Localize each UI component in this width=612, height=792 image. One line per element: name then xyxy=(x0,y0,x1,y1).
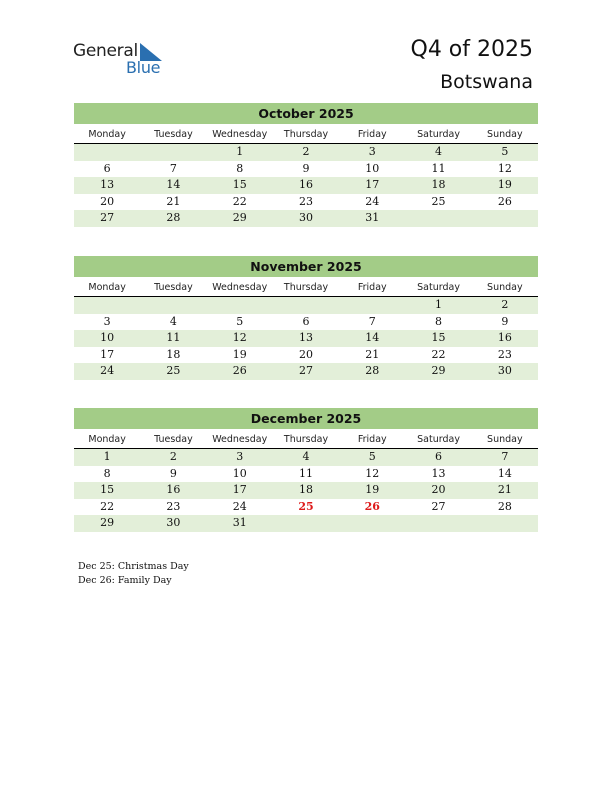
day-cell: 10 xyxy=(100,331,115,345)
day-cell: 23 xyxy=(166,499,181,513)
day-cell: 6 xyxy=(435,450,443,463)
day-cell: 2 xyxy=(169,450,177,463)
day-cell: 30 xyxy=(298,211,313,225)
day-cell: 26 xyxy=(232,364,247,378)
week-row xyxy=(74,449,538,466)
day-cell: 14 xyxy=(497,466,512,480)
page-title: Q4 of 2025 xyxy=(410,37,533,62)
day-cell: 26 xyxy=(497,194,512,208)
day-cell: 27 xyxy=(298,364,313,378)
day-cell: 15 xyxy=(232,178,247,192)
weekday-label: Tuesday xyxy=(154,282,193,293)
day-cell xyxy=(405,515,471,532)
day-cell: 20 xyxy=(298,347,313,361)
week-row xyxy=(74,347,538,364)
weekday-label: Saturday xyxy=(417,129,460,140)
weekday-header-row xyxy=(74,279,538,297)
day-cell: 22 xyxy=(232,194,247,208)
day-cell: 28 xyxy=(166,211,181,225)
day-cell: 6 xyxy=(302,314,310,328)
day-cell: 17 xyxy=(365,178,380,192)
weekday-label: Monday xyxy=(88,282,126,293)
day-cell: 7 xyxy=(169,161,177,175)
holiday-notes xyxy=(78,560,189,587)
weekday-label: Tuesday xyxy=(154,129,193,140)
weekday-label: Saturday xyxy=(417,434,460,445)
day-cell: 4 xyxy=(169,314,177,328)
weekday-label: Saturday xyxy=(417,282,460,293)
day-cell: 29 xyxy=(232,211,247,225)
week-row xyxy=(74,161,538,178)
day-cell: 22 xyxy=(100,499,115,513)
day-cell: 9 xyxy=(501,314,509,328)
day-cell: 1 xyxy=(435,298,443,311)
day-cell: 18 xyxy=(166,347,181,361)
day-cell: 30 xyxy=(166,516,181,530)
weekday-header-row xyxy=(74,431,538,449)
weekday-label: Thursday xyxy=(283,434,329,445)
day-cell: 24 xyxy=(365,194,380,208)
day-cell: 19 xyxy=(497,178,512,192)
day-cell: 24 xyxy=(232,499,247,513)
day-cell: 19 xyxy=(232,347,247,361)
day-cell: 13 xyxy=(298,331,313,345)
day-cell: 15 xyxy=(431,331,446,345)
month-calendar xyxy=(74,256,538,380)
day-cell: 17 xyxy=(100,347,115,361)
day-cell: 8 xyxy=(435,314,443,328)
day-cell: 14 xyxy=(166,178,181,192)
month-title: December 2025 xyxy=(74,408,538,429)
week-row xyxy=(74,177,538,194)
day-cell: 21 xyxy=(166,194,181,208)
day-cell: 9 xyxy=(169,466,177,480)
day-cell: 27 xyxy=(431,499,446,513)
day-cell: 16 xyxy=(497,331,512,345)
day-cell: 16 xyxy=(298,178,313,192)
day-cell: 28 xyxy=(365,364,380,378)
weekday-label: Sunday xyxy=(487,282,523,293)
day-cell: 18 xyxy=(431,178,446,192)
day-cell: 29 xyxy=(431,364,446,378)
day-cell: 4 xyxy=(302,450,310,463)
day-cell: 25 xyxy=(166,364,181,378)
weekday-label: Monday xyxy=(88,129,126,140)
logo-general-text: General xyxy=(73,41,138,61)
holiday-note: Dec 25: Christmas Day xyxy=(78,561,189,572)
weekday-label: Sunday xyxy=(487,129,523,140)
month-calendar xyxy=(74,103,538,227)
day-cell: 12 xyxy=(497,161,512,175)
day-cell: 9 xyxy=(302,161,310,175)
weekday-label: Friday xyxy=(357,282,387,293)
month-title: November 2025 xyxy=(74,256,538,277)
week-row xyxy=(74,144,538,161)
day-cell: 11 xyxy=(166,331,181,345)
day-cell xyxy=(74,144,140,161)
day-cell: 13 xyxy=(431,466,446,480)
month-calendar xyxy=(74,408,538,532)
day-cell: 3 xyxy=(236,450,244,463)
weekday-label: Friday xyxy=(357,434,387,445)
day-cell xyxy=(140,144,206,161)
weekday-label: Wednesday xyxy=(212,129,268,140)
weekday-label: Sunday xyxy=(487,434,523,445)
day-cell: 15 xyxy=(100,483,115,497)
day-cell: 23 xyxy=(298,194,313,208)
day-cell: 11 xyxy=(298,466,313,480)
day-cell: 30 xyxy=(497,364,512,378)
weekday-label: Tuesday xyxy=(154,434,193,445)
day-cell: 6 xyxy=(103,161,111,175)
day-cell: 2 xyxy=(302,145,310,158)
day-cell: 8 xyxy=(236,161,244,175)
weekday-label: Wednesday xyxy=(212,434,268,445)
day-cell xyxy=(339,515,405,532)
week-row xyxy=(74,194,538,211)
day-cell xyxy=(273,515,339,532)
week-row xyxy=(74,314,538,331)
day-cell: 3 xyxy=(368,145,376,158)
holiday-note: Dec 26: Family Day xyxy=(78,574,172,586)
country-name: Botswana xyxy=(440,71,533,93)
weekday-label: Wednesday xyxy=(212,282,268,293)
day-cell: 31 xyxy=(365,211,380,225)
day-cell: 20 xyxy=(431,483,446,497)
day-cell: 12 xyxy=(232,331,247,345)
day-cell: 12 xyxy=(365,466,380,480)
logo-blue-text: Blue xyxy=(126,58,161,77)
weekday-header-row xyxy=(74,126,538,144)
weekday-label: Monday xyxy=(88,434,126,445)
day-cell xyxy=(472,210,538,227)
weekday-label: Thursday xyxy=(283,282,329,293)
day-cell: 10 xyxy=(232,466,247,480)
day-cell: 13 xyxy=(100,178,115,192)
day-cell: 11 xyxy=(431,161,446,175)
day-cell xyxy=(74,297,140,314)
day-cell: 21 xyxy=(365,347,380,361)
day-cell: 18 xyxy=(298,483,313,497)
day-cell xyxy=(207,297,273,314)
day-cell: 5 xyxy=(501,145,509,158)
day-cell: 25 xyxy=(431,194,446,208)
day-cell xyxy=(405,210,471,227)
day-cell: 24 xyxy=(100,364,115,378)
day-cell: 27 xyxy=(100,211,115,225)
day-cell xyxy=(140,297,206,314)
day-cell: 21 xyxy=(497,483,512,497)
day-cell: 10 xyxy=(365,161,380,175)
day-cell: 29 xyxy=(100,516,115,530)
day-cell: 20 xyxy=(100,194,115,208)
day-cell: 22 xyxy=(431,347,446,361)
day-cell: 2 xyxy=(501,298,509,311)
day-cell: 14 xyxy=(365,331,380,345)
month-title: October 2025 xyxy=(74,103,538,124)
day-cell xyxy=(339,297,405,314)
weekday-label: Friday xyxy=(357,129,387,140)
week-row xyxy=(74,363,538,380)
day-cell: 31 xyxy=(232,516,247,530)
day-cell: 5 xyxy=(236,314,244,328)
day-cell: 4 xyxy=(435,145,443,158)
day-cell: 1 xyxy=(236,145,244,158)
logo xyxy=(73,41,173,81)
day-cell: 19 xyxy=(365,483,380,497)
week-row xyxy=(74,466,538,483)
day-cell: 1 xyxy=(103,450,111,463)
day-cell xyxy=(273,297,339,314)
day-cell: 23 xyxy=(497,347,512,361)
day-cell xyxy=(472,515,538,532)
day-cell: 25 xyxy=(298,499,314,513)
week-row xyxy=(74,482,538,499)
week-row xyxy=(74,210,538,227)
week-row xyxy=(74,330,538,347)
day-cell: 7 xyxy=(501,450,509,463)
day-cell: 7 xyxy=(368,314,376,328)
day-cell: 16 xyxy=(166,483,181,497)
week-row xyxy=(74,297,538,314)
day-cell: 28 xyxy=(497,499,512,513)
day-cell: 3 xyxy=(103,314,111,328)
day-cell: 8 xyxy=(103,466,111,480)
day-cell: 17 xyxy=(232,483,247,497)
week-row xyxy=(74,499,538,516)
week-row xyxy=(74,515,538,532)
day-cell: 26 xyxy=(364,499,380,513)
day-cell: 5 xyxy=(368,450,376,463)
weekday-label: Thursday xyxy=(283,129,329,140)
